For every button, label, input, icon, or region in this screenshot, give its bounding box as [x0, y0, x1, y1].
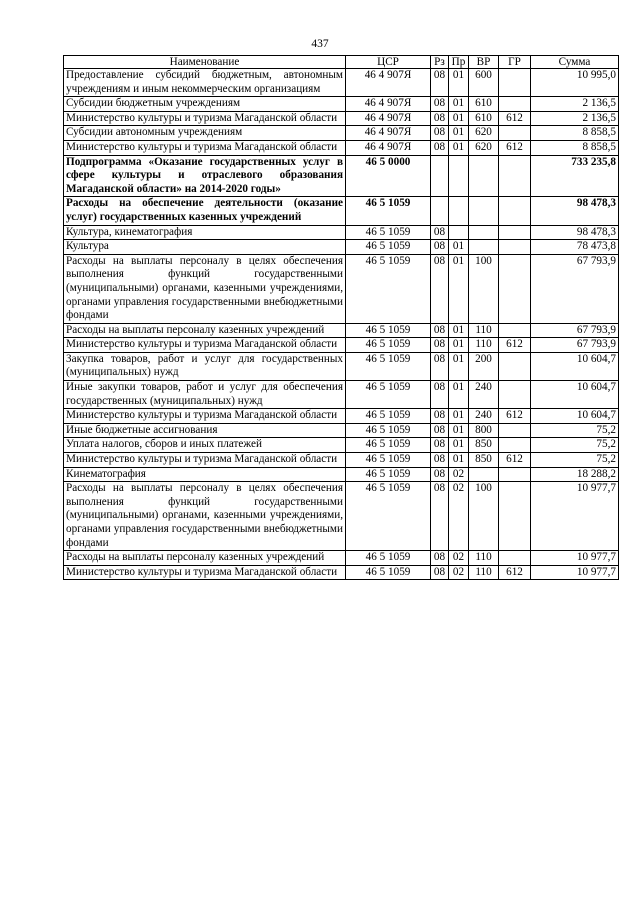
- cell-gr: [499, 467, 531, 482]
- cell-name: Министерство культуры и туризма Магаданской области: [64, 453, 346, 468]
- cell-csr: 46 5 1059: [346, 423, 431, 438]
- cell-pr: 01: [449, 453, 469, 468]
- col-header-sum: Сумма: [531, 56, 619, 69]
- cell-gr: [499, 482, 531, 551]
- cell-rz: 08: [431, 565, 449, 580]
- cell-vr: 110: [469, 323, 499, 338]
- cell-rz: 08: [431, 111, 449, 126]
- table-row: [64, 338, 619, 353]
- cell-pr: 01: [449, 126, 469, 141]
- cell-vr: 100: [469, 254, 499, 323]
- cell-name: Расходы на выплаты персоналу в целях обеспечения выполнения функций государственными (муниципальными) органами, казенными учреждениями, органами управления государственными внебюджетными фондами: [64, 254, 346, 323]
- cell-sum: 2 136,5: [531, 111, 619, 126]
- cell-pr: 01: [449, 381, 469, 409]
- cell-name: Кинематография: [64, 467, 346, 482]
- cell-vr: 600: [469, 69, 499, 97]
- table-body: [64, 69, 619, 580]
- cell-sum: 78 473,8: [531, 240, 619, 255]
- cell-pr: 02: [449, 565, 469, 580]
- cell-gr: 612: [499, 453, 531, 468]
- cell-vr: 100: [469, 482, 499, 551]
- table-row: [64, 111, 619, 126]
- cell-pr: 01: [449, 323, 469, 338]
- col-header-csr: ЦСР: [346, 56, 431, 69]
- cell-vr: 850: [469, 438, 499, 453]
- cell-csr: 46 5 1059: [346, 565, 431, 580]
- cell-gr: 612: [499, 140, 531, 155]
- cell-pr: 01: [449, 438, 469, 453]
- cell-rz: 08: [431, 338, 449, 353]
- cell-sum: 8 858,5: [531, 126, 619, 141]
- cell-vr: 110: [469, 338, 499, 353]
- cell-sum: 8 858,5: [531, 140, 619, 155]
- cell-gr: [499, 225, 531, 240]
- cell-csr: 46 5 1059: [346, 254, 431, 323]
- col-header-gr: ГР: [499, 56, 531, 69]
- cell-gr: [499, 197, 531, 225]
- cell-sum: 67 793,9: [531, 254, 619, 323]
- cell-vr: 850: [469, 453, 499, 468]
- cell-sum: 75,2: [531, 453, 619, 468]
- table-row: [64, 438, 619, 453]
- cell-name: Субсидии бюджетным учреждениям: [64, 97, 346, 112]
- cell-gr: [499, 126, 531, 141]
- cell-csr: 46 5 1059: [346, 323, 431, 338]
- budget-table: [63, 55, 619, 580]
- col-header-vr: ВР: [469, 56, 499, 69]
- table-row: [64, 381, 619, 409]
- cell-csr: 46 5 1059: [346, 338, 431, 353]
- cell-rz: 08: [431, 225, 449, 240]
- cell-name: Министерство культуры и туризма Магаданской области: [64, 409, 346, 424]
- cell-name: Культура: [64, 240, 346, 255]
- cell-gr: [499, 438, 531, 453]
- cell-vr: 610: [469, 111, 499, 126]
- cell-pr: [449, 225, 469, 240]
- cell-rz: 08: [431, 453, 449, 468]
- cell-sum: 67 793,9: [531, 338, 619, 353]
- cell-rz: 08: [431, 126, 449, 141]
- cell-rz: 08: [431, 467, 449, 482]
- cell-gr: [499, 97, 531, 112]
- col-header-pr: Пр: [449, 56, 469, 69]
- table-row: [64, 352, 619, 380]
- cell-gr: [499, 551, 531, 566]
- cell-name: Уплата налогов, сборов и иных платежей: [64, 438, 346, 453]
- table-row: [64, 482, 619, 551]
- cell-rz: 08: [431, 140, 449, 155]
- cell-pr: 01: [449, 254, 469, 323]
- cell-gr: 612: [499, 565, 531, 580]
- table-row: [64, 565, 619, 580]
- cell-sum: 98 478,3: [531, 225, 619, 240]
- cell-gr: [499, 155, 531, 197]
- cell-vr: [469, 225, 499, 240]
- cell-pr: [449, 197, 469, 225]
- table-row: [64, 423, 619, 438]
- cell-vr: 240: [469, 409, 499, 424]
- cell-sum: 733 235,8: [531, 155, 619, 197]
- cell-csr: 46 5 1059: [346, 438, 431, 453]
- cell-rz: 08: [431, 323, 449, 338]
- cell-rz: 08: [431, 69, 449, 97]
- cell-name: Министерство культуры и туризма Магаданской области: [64, 338, 346, 353]
- cell-name: Министерство культуры и туризма Магаданской области: [64, 140, 346, 155]
- cell-name: Расходы на обеспечение деятельности (оказание услуг) государственных казенных учреждений: [64, 197, 346, 225]
- table-row: [64, 467, 619, 482]
- cell-vr: 240: [469, 381, 499, 409]
- col-header-name: Наименование: [64, 56, 346, 69]
- cell-name: Иные закупки товаров, работ и услуг для обеспечения государственных (муниципальных) нужд: [64, 381, 346, 409]
- col-header-rz: Рз: [431, 56, 449, 69]
- cell-gr: 612: [499, 111, 531, 126]
- cell-rz: [431, 197, 449, 225]
- cell-name: Министерство культуры и туризма Магаданской области: [64, 111, 346, 126]
- cell-name: Предоставление субсидий бюджетным, автономным учреждениям и иным некоммерческим организациям: [64, 69, 346, 97]
- cell-csr: 46 5 1059: [346, 453, 431, 468]
- cell-csr: 46 5 1059: [346, 467, 431, 482]
- cell-pr: 01: [449, 111, 469, 126]
- table-row: [64, 140, 619, 155]
- cell-gr: [499, 352, 531, 380]
- cell-rz: 08: [431, 482, 449, 551]
- cell-pr: 01: [449, 140, 469, 155]
- cell-vr: 620: [469, 140, 499, 155]
- cell-gr: [499, 69, 531, 97]
- cell-rz: 08: [431, 551, 449, 566]
- cell-csr: 46 5 1059: [346, 225, 431, 240]
- cell-csr: 46 5 1059: [346, 381, 431, 409]
- table-header-row: [64, 56, 619, 69]
- cell-pr: 02: [449, 482, 469, 551]
- cell-csr: 46 5 1059: [346, 482, 431, 551]
- cell-pr: 01: [449, 423, 469, 438]
- cell-pr: 02: [449, 551, 469, 566]
- cell-sum: 10 995,0: [531, 69, 619, 97]
- cell-vr: 800: [469, 423, 499, 438]
- cell-vr: [469, 240, 499, 255]
- table-row: [64, 409, 619, 424]
- cell-name: Субсидии автономным учреждениям: [64, 126, 346, 141]
- cell-vr: [469, 467, 499, 482]
- cell-csr: 46 5 1059: [346, 352, 431, 380]
- cell-csr: 46 4 907Я: [346, 140, 431, 155]
- cell-vr: 610: [469, 97, 499, 112]
- cell-vr: 110: [469, 551, 499, 566]
- cell-sum: 2 136,5: [531, 97, 619, 112]
- cell-rz: 08: [431, 97, 449, 112]
- cell-name: Расходы на выплаты персоналу казенных учреждений: [64, 551, 346, 566]
- table-row: [64, 240, 619, 255]
- cell-pr: 01: [449, 352, 469, 380]
- table-row: [64, 323, 619, 338]
- cell-name: Расходы на выплаты персоналу в целях обеспечения выполнения функций государственными (муниципальными) органами, казенными учреждениями, органами управления государственными внебюджетными фондами: [64, 482, 346, 551]
- cell-gr: 612: [499, 409, 531, 424]
- cell-csr: 46 5 1059: [346, 240, 431, 255]
- cell-vr: [469, 197, 499, 225]
- cell-vr: 110: [469, 565, 499, 580]
- table-row: [64, 155, 619, 197]
- cell-gr: [499, 381, 531, 409]
- table-row: [64, 453, 619, 468]
- cell-name: Расходы на выплаты персоналу казенных учреждений: [64, 323, 346, 338]
- cell-rz: 08: [431, 438, 449, 453]
- cell-csr: 46 5 1059: [346, 197, 431, 225]
- page-number: 437: [311, 38, 329, 50]
- cell-csr: 46 5 1059: [346, 551, 431, 566]
- cell-name: Культура, кинематография: [64, 225, 346, 240]
- table-row: [64, 197, 619, 225]
- cell-rz: 08: [431, 240, 449, 255]
- cell-rz: 08: [431, 381, 449, 409]
- cell-sum: 10 977,7: [531, 482, 619, 551]
- cell-pr: 01: [449, 409, 469, 424]
- cell-name: Иные бюджетные ассигнования: [64, 423, 346, 438]
- cell-vr: 200: [469, 352, 499, 380]
- cell-rz: 08: [431, 254, 449, 323]
- cell-pr: 01: [449, 338, 469, 353]
- cell-sum: 98 478,3: [531, 197, 619, 225]
- cell-pr: 02: [449, 467, 469, 482]
- cell-csr: 46 4 907Я: [346, 97, 431, 112]
- table-row: [64, 551, 619, 566]
- table-row: [64, 254, 619, 323]
- table-row: [64, 97, 619, 112]
- table-row: [64, 225, 619, 240]
- cell-rz: 08: [431, 409, 449, 424]
- cell-sum: 10 604,7: [531, 352, 619, 380]
- cell-gr: 612: [499, 338, 531, 353]
- cell-sum: 18 288,2: [531, 467, 619, 482]
- cell-sum: 75,2: [531, 438, 619, 453]
- cell-pr: 01: [449, 240, 469, 255]
- cell-csr: 46 4 907Я: [346, 69, 431, 97]
- cell-vr: [469, 155, 499, 197]
- cell-gr: [499, 323, 531, 338]
- cell-name: Закупка товаров, работ и услуг для государственных (муниципальных) нужд: [64, 352, 346, 380]
- cell-rz: [431, 155, 449, 197]
- cell-pr: [449, 155, 469, 197]
- cell-rz: 08: [431, 423, 449, 438]
- cell-sum: 10 977,7: [531, 551, 619, 566]
- cell-name: Министерство культуры и туризма Магаданской области: [64, 565, 346, 580]
- table-row: [64, 126, 619, 141]
- cell-sum: 75,2: [531, 423, 619, 438]
- cell-pr: 01: [449, 97, 469, 112]
- cell-pr: 01: [449, 69, 469, 97]
- cell-sum: 67 793,9: [531, 323, 619, 338]
- cell-sum: 10 977,7: [531, 565, 619, 580]
- cell-name: Подпрограмма «Оказание государственных услуг в сфере культуры и отраслевого образования Магаданской области» на 2014-2020 годы»: [64, 155, 346, 197]
- cell-gr: [499, 423, 531, 438]
- cell-csr: 46 4 907Я: [346, 111, 431, 126]
- cell-sum: 10 604,7: [531, 409, 619, 424]
- cell-gr: [499, 240, 531, 255]
- cell-csr: 46 4 907Я: [346, 126, 431, 141]
- cell-rz: 08: [431, 352, 449, 380]
- cell-sum: 10 604,7: [531, 381, 619, 409]
- cell-gr: [499, 254, 531, 323]
- cell-csr: 46 5 0000: [346, 155, 431, 197]
- cell-vr: 620: [469, 126, 499, 141]
- cell-csr: 46 5 1059: [346, 409, 431, 424]
- table-row: [64, 69, 619, 97]
